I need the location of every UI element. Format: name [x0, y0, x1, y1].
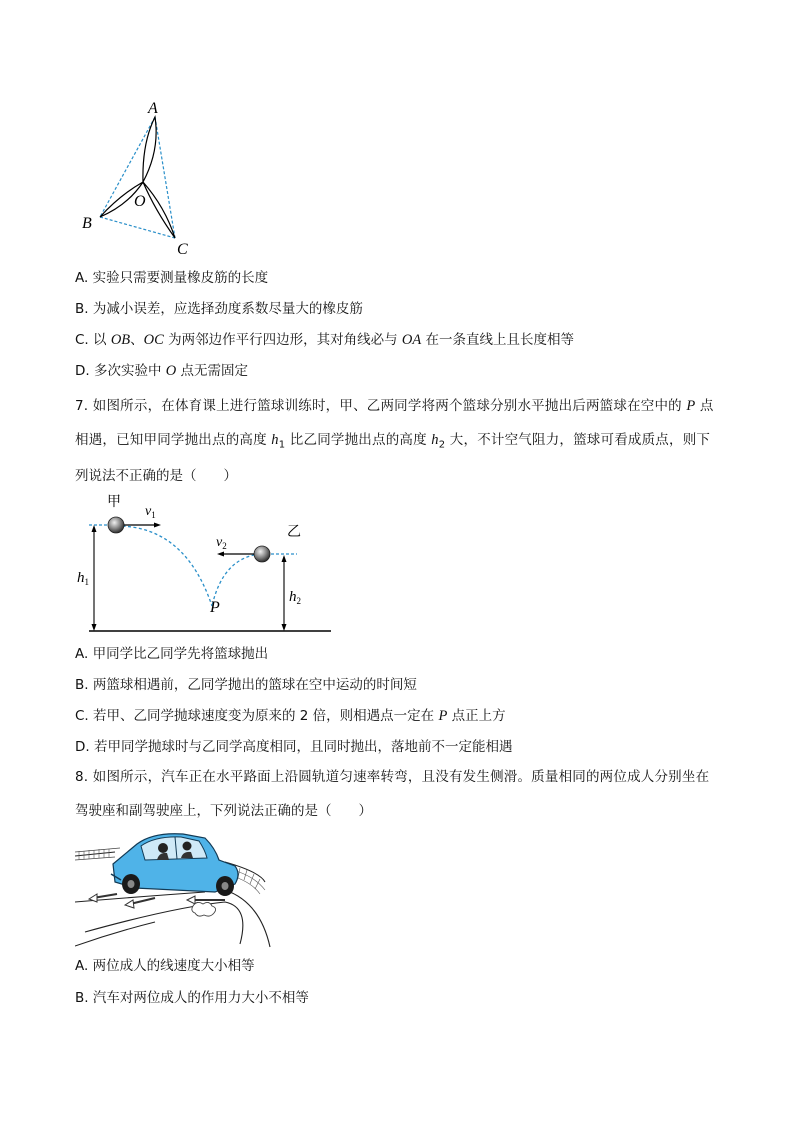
q7-line3: 列说法不正确的是（ ）: [75, 468, 237, 484]
q7-option-d: D. 若甲同学抛球时与乙同学高度相同，且同时抛出，落地前不一定能相遇: [75, 739, 513, 755]
q6d-post: 点无需固定: [176, 363, 249, 379]
q7-line2: [75, 431, 725, 455]
road-curve-3: [225, 890, 270, 947]
h2-arrowhead-top: [282, 555, 287, 562]
q6c-pre: C. 以: [75, 332, 111, 348]
q7l2-h2: h: [431, 432, 439, 448]
label-jia: 甲: [107, 494, 121, 510]
q6-option-d: [75, 362, 725, 380]
q6c-post: 在一条直线上且长度相等: [421, 332, 575, 348]
q7c-pre: C. 若甲、乙同学抛球速度变为原来的 2 倍，则相遇点一定在: [75, 708, 439, 724]
label-p: P: [210, 599, 220, 616]
road-curve-2: [85, 902, 243, 944]
label-h1: $h_1$: [77, 570, 89, 587]
q7l2-pre: 相遇，已知甲同学抛出点的高度: [75, 432, 272, 448]
motion-arrowhead-2: [125, 900, 134, 908]
passenger-1-head: [158, 843, 168, 853]
dash-ac: [155, 117, 175, 238]
q8-line1: 8. 如图所示，汽车正在水平路面上沿圆轨道匀速率转弯，且没有发生侧滑。质量相同的两位成人分别坐在: [75, 769, 710, 785]
q7l1-p: P: [686, 398, 696, 414]
label-v1: $v_1$: [145, 504, 156, 520]
car-window: [141, 837, 207, 860]
ball-jia: [108, 517, 124, 533]
passenger-2-head: [183, 842, 192, 851]
h2-arrowhead-bottom: [282, 624, 287, 631]
dash-ab: [100, 117, 155, 217]
label-v2: $v_2$: [216, 535, 227, 551]
q7l2-mid: 比乙同学抛出点的高度: [285, 432, 432, 448]
q6-option-c: [75, 331, 725, 349]
v2-arrowhead: [217, 552, 224, 557]
q7l2-h1-sub: 1: [278, 439, 286, 451]
q7l1-post: 点: [695, 398, 714, 414]
wheel-front-hub: [128, 880, 135, 888]
label-a: A: [148, 100, 158, 117]
q7-option-b: B. 两篮球相遇前，乙同学抛出的篮球在空中运动的时间短: [75, 677, 417, 693]
label-b: B: [82, 215, 92, 232]
q6d-pre: D. 多次实验中: [75, 363, 166, 379]
q7-option-c: [75, 707, 725, 725]
q7-line1: [75, 397, 725, 415]
h1-arrowhead-bottom: [92, 624, 97, 631]
v1-arrowhead: [154, 523, 161, 528]
label-c: C: [177, 241, 188, 258]
q6d-o: O: [165, 363, 177, 379]
trajectory-jia: [117, 526, 212, 606]
q8-figure: [75, 822, 275, 950]
label-yi: 乙: [287, 524, 301, 540]
h1-arrowhead-top: [92, 525, 97, 532]
ball-yi: [254, 546, 270, 562]
q8-option-a: A. 两位成人的线速度大小相等: [75, 958, 255, 974]
q7-option-a: A. 甲同学比乙同学先将篮球抛出: [75, 646, 269, 662]
q8-line2: 驾驶座和副驾驶座上，下列说法正确的是（ ）: [75, 803, 372, 819]
q8-option-b: B. 汽车对两位成人的作用力大小不相等: [75, 990, 309, 1006]
q7l1-pre: 7. 如图所示，在体育课上进行篮球训练时，甲、乙两同学将两个篮球分别水平抛出后两篮球在空中的: [75, 398, 687, 414]
road-curve-4: [75, 922, 155, 946]
q6c-oc: OC: [143, 332, 164, 348]
band-oc: [143, 182, 175, 238]
q7l2-post: 大，不计空气阻力，篮球可看成质点，则下: [445, 432, 711, 448]
q7-figure: [75, 488, 335, 638]
q6c-sep: 、: [130, 332, 144, 348]
label-o: O: [134, 193, 146, 210]
q7c-post: 点正上方: [447, 708, 506, 724]
q6-option-a: A. 实验只需要测量橡皮筋的长度: [75, 270, 269, 286]
q7l2-h1: h: [271, 432, 279, 448]
q7l2-h2-sub: 2: [438, 439, 446, 451]
dust-cloud: [192, 902, 216, 916]
q6-figure: [80, 95, 200, 260]
q6c-oa: OA: [401, 332, 422, 348]
q6c-ob: OB: [110, 332, 131, 348]
q6c-mid: 为两邻边作平行四边形，其对角线必与: [163, 332, 402, 348]
wheel-rear-hub: [222, 882, 229, 890]
label-h2: $h_2$: [289, 589, 301, 606]
motion-arrowhead-3: [187, 896, 195, 904]
q7c-p: P: [438, 708, 448, 724]
q6-option-b: B. 为减小误差，应选择劲度系数尽量大的橡皮筋: [75, 301, 363, 317]
